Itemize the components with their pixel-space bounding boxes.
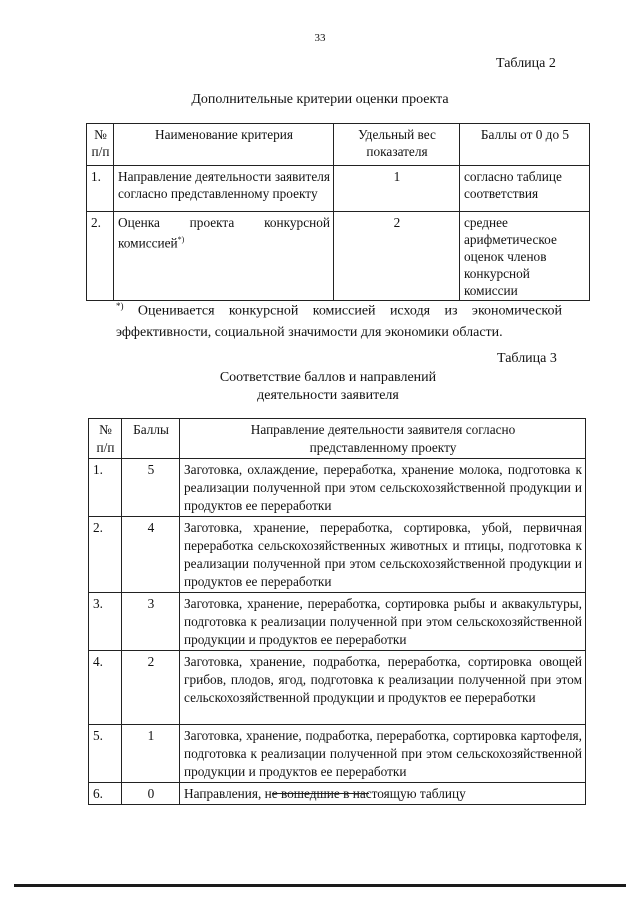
weight-value: 1 [334, 166, 460, 212]
criterion-name: Оценка проекта конкурсной комиссией*) [114, 212, 334, 301]
row-number: 1. [89, 459, 122, 517]
column-header-criterion: Наименование критерия [114, 124, 334, 166]
table-row [89, 725, 586, 783]
footnote [116, 296, 562, 343]
direction-text: Заготовка, охлаждение, переработка, хранение молока, подготовка к реализации полученной при этом сельскохозяйственной продукции и продуктов ее переработки [180, 459, 586, 517]
score-value: 1 [122, 725, 180, 783]
column-header-direction: Направление деятельности заявителя согласно представленному проекту [180, 419, 586, 459]
table-row [87, 166, 590, 212]
end-divider [272, 793, 369, 794]
footnote-mark: *) [177, 235, 185, 244]
table-row [89, 593, 586, 651]
table-2-title: Дополнительные критерии оценки проекта [191, 92, 449, 107]
table-header-row [89, 419, 586, 459]
row-number: 4. [89, 651, 122, 725]
criteria-table [86, 123, 590, 301]
score-value: 5 [122, 459, 180, 517]
table-row [87, 212, 590, 301]
direction-text: Заготовка, хранение, подработка, переработка, сортировка картофеля, подготовка к реализации полученной при этом сельскохозяйственной продукции и продуктов ее переработки [180, 725, 586, 783]
table-row [89, 651, 586, 725]
score-value: 4 [122, 517, 180, 593]
column-header-weight: Удельный вес показателя [334, 124, 460, 166]
footnote-mark: *) [116, 301, 124, 311]
page-number: 33 [314, 32, 326, 44]
direction-text: Заготовка, хранение, переработка, сортировка рыбы и аквакультуры, подготовка к реализации полученной при этом сельскохозяйственной продукции и продуктов ее переработки [180, 593, 586, 651]
direction-text: Заготовка, хранение, подработка, переработка, сортировка овощей грибов, плодов, ягод, подготовка к реализации полученной при этом сельскохозяйственной продукции и продуктов ее переработки [180, 651, 586, 725]
table-header-row [87, 124, 590, 166]
column-header-num: № п/п [89, 419, 122, 459]
weight-value: 2 [334, 212, 460, 301]
table-row [89, 459, 586, 517]
direction-text: Заготовка, хранение, переработка, сортировка, убой, первичная переработка сельскохозяйственных животных и птицы, подготовка к реализации полученной при этом сельскохозяйственной продукции и продуктов ее переработки [180, 517, 586, 593]
row-number: 2. [89, 517, 122, 593]
score-value: 2 [122, 651, 180, 725]
row-number: 3. [89, 593, 122, 651]
row-number: 1. [87, 166, 114, 212]
score-description: согласно таблице соответствия [460, 166, 590, 212]
row-number: 2. [87, 212, 114, 301]
score-description: среднее арифметическое оценок членов конкурсной комиссии [460, 212, 590, 301]
score-mapping-table [88, 418, 586, 805]
table-2-label: Таблица 2 [496, 56, 556, 71]
table-3-label: Таблица 3 [497, 351, 557, 366]
column-header-num: № п/п [87, 124, 114, 166]
score-value: 3 [122, 593, 180, 651]
column-header-score: Баллы от 0 до 5 [460, 124, 590, 166]
table-row [89, 517, 586, 593]
footnote-text: Оценивается конкурсной комиссией исходя из экономической эффективности, социальной значимости для экономики области. [116, 303, 563, 340]
page-bottom-bar [14, 884, 626, 887]
row-number: 6. [89, 783, 122, 805]
row-number: 5. [89, 725, 122, 783]
criterion-name: Направление деятельности заявителя согласно представленному проекту [114, 166, 334, 212]
table-3-title: Соответствие баллов и направлений деятельности заявителя [219, 370, 437, 403]
direction-text: Направления, не вошедшие в настоящую таблицу [180, 783, 586, 805]
column-header-score: Баллы [122, 419, 180, 459]
score-value: 0 [122, 783, 180, 805]
